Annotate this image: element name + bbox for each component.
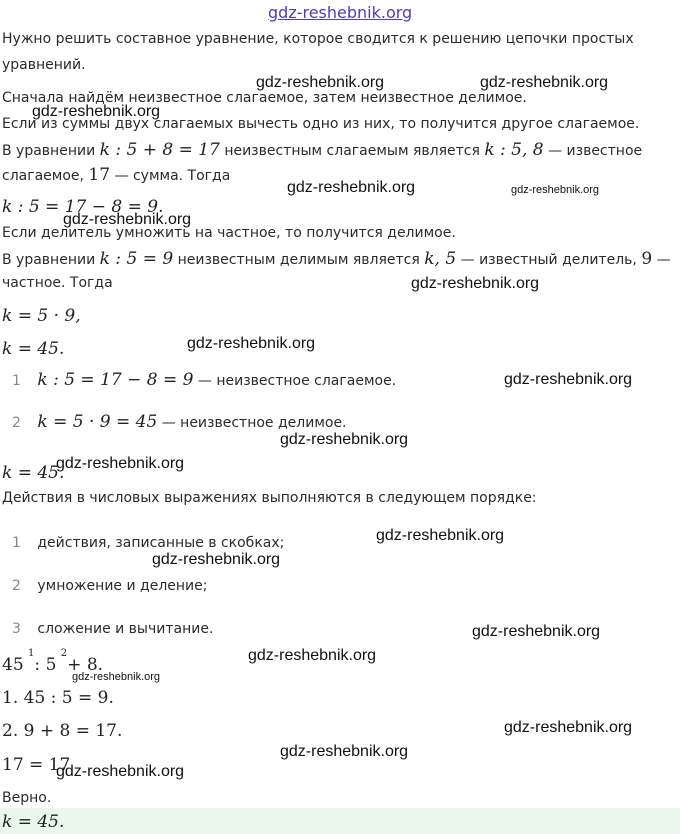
summary-item-equation: k : 5 = 17 − 8 = 9 — [37, 370, 194, 390]
summary-item-2 — [12, 412, 347, 432]
watermark: gdz-reshebnik.org — [256, 74, 385, 91]
watermark: gdz-reshebnik.org — [63, 211, 192, 228]
step2-line-2: частное. Тогда — [2, 275, 113, 291]
step1-term: k : 5, 8 — [484, 140, 544, 160]
summary-item-number: 1 — [12, 373, 21, 389]
order-item-number: 2 — [12, 578, 21, 594]
site-link[interactable]: gdz-reshebnik.org — [268, 3, 413, 22]
order-item-text: действия, записанные в скобках; — [37, 535, 285, 551]
step2-post: — известный делитель, — [460, 252, 637, 268]
check-step-1: 1. 45 : 5 = 9. — [2, 688, 114, 708]
check-mid: 5 — [45, 655, 57, 675]
step2-mid: неизвестным делимым является — [177, 252, 420, 268]
answer-mid: k = 45. — [2, 463, 65, 483]
watermark: gdz-reshebnik.org — [248, 647, 377, 664]
check-step-3: 17 = 17 — [2, 755, 71, 775]
step2-line-1 — [2, 249, 671, 269]
watermark: gdz-reshebnik.org — [56, 763, 185, 780]
intro-line-3: Сначала найдём неизвестное слагаемое, затем неизвестное делимое. — [2, 90, 527, 106]
watermark: gdz-reshebnik.org — [280, 431, 409, 448]
watermark: gdz-reshebnik.org — [72, 671, 161, 683]
order-item-1 — [12, 535, 284, 551]
check-order-1: 1 — [28, 648, 35, 660]
rule-2: Если делитель умножить на частное, то получится делимое. — [2, 225, 456, 241]
intro-line-4: Если из суммы двух слагаемых вычесть одно из них, то получится другое слагаемое. — [2, 116, 640, 132]
watermark: gdz-reshebnik.org — [376, 527, 505, 544]
order-item-number: 3 — [12, 621, 21, 637]
watermark: gdz-reshebnik.org — [32, 103, 161, 120]
step2-equation: k : 5 = 9 — [99, 249, 174, 269]
step1-line2-post: — сумма. Тогда — [114, 168, 231, 184]
watermark: gdz-reshebnik.org — [411, 275, 540, 292]
check-op-1: : — [34, 655, 41, 675]
watermark: gdz-reshebnik.org — [504, 719, 633, 736]
step2-quotient: 9 — [641, 249, 653, 269]
watermark: gdz-reshebnik.org — [504, 371, 633, 388]
watermark: gdz-reshebnik.org — [280, 743, 409, 760]
watermark: gdz-reshebnik.org — [480, 74, 609, 91]
summary-item-number: 2 — [12, 415, 21, 431]
intro-line-2: уравнений. — [2, 57, 86, 73]
watermark: gdz-reshebnik.org — [472, 623, 601, 640]
step1-result: k : 5 = 17 − 8 = 9. — [2, 197, 164, 217]
check-op-2: + — [67, 655, 82, 675]
step2-dash: — — [656, 252, 671, 268]
step1-sum: 17 — [88, 165, 111, 185]
watermark: gdz-reshebnik.org — [511, 184, 600, 196]
order-item-2 — [12, 578, 207, 594]
final-answer: k = 45. — [2, 812, 65, 832]
final-answer-highlight — [0, 808, 680, 834]
watermark: gdz-reshebnik.org — [287, 179, 416, 196]
order-item-number: 1 — [12, 535, 21, 551]
step1-pre: В уравнении — [2, 143, 96, 159]
intro-line-1: Нужно решить составное уравнение, которое сводится к решению цепочки простых — [2, 31, 634, 47]
check-expr-a: 45 — [2, 655, 24, 675]
check-verdict: Верно. — [2, 790, 52, 806]
order-item-text: сложение и вычитание. — [37, 621, 214, 637]
order-title: Действия в числовых выражениях выполняются в следующем порядке: — [2, 490, 537, 506]
step1-post: — известное — [548, 143, 643, 159]
step2-term: k, 5 — [424, 249, 457, 269]
step1-line2-pre: слагаемое, — [2, 168, 84, 184]
step1-mid: неизвестным слагаемым является — [224, 143, 480, 159]
watermark: gdz-reshebnik.org — [187, 335, 316, 352]
summary-item-text: — неизвестное слагаемое. — [197, 373, 397, 389]
step2-result-2: k = 45. — [2, 339, 65, 359]
summary-item-equation: k = 5 · 9 = 45 — [37, 412, 158, 432]
check-expr-b: 8. — [86, 655, 104, 675]
summary-item-text: — неизвестное делимое. — [161, 415, 347, 431]
step1-line-1 — [2, 140, 642, 160]
step2-pre: В уравнении — [2, 252, 96, 268]
step2-result-1: k = 5 · 9, — [2, 306, 81, 326]
check-step-2: 2. 9 + 8 = 17. — [2, 721, 123, 741]
order-item-3 — [12, 621, 213, 637]
summary-item-1 — [12, 370, 396, 390]
watermark: gdz-reshebnik.org — [152, 551, 281, 568]
step1-equation: k : 5 + 8 = 17 — [99, 140, 220, 160]
watermark: gdz-reshebnik.org — [56, 455, 185, 472]
order-item-text: умножение и деление; — [37, 578, 208, 594]
check-order-2: 2 — [60, 648, 68, 660]
step1-line-2 — [2, 165, 230, 185]
